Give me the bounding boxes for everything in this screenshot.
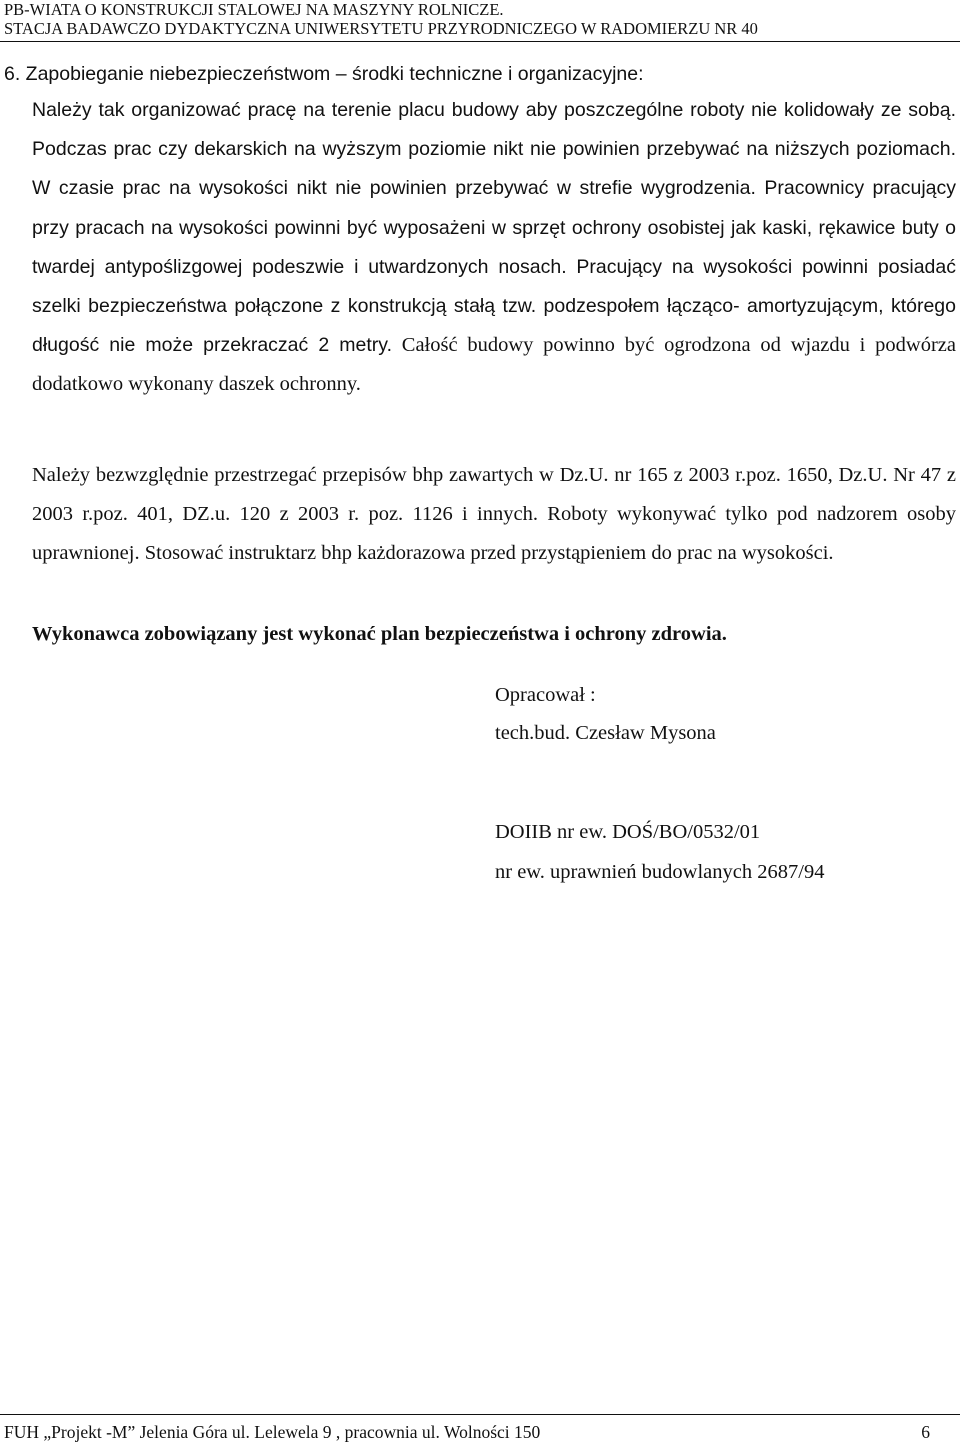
paragraph-part-height-work: Podczas prac czy dekarskich na wyższym poziomie nikt nie powinien przebywać na niższych poziomach. W czasie prac na wysokości nikt nie powinien przebywać w strefie wygrodzenia. Pracownicy pracujący przy pracach na wysokości powinni być wyposażeni w sprzęt ochrony osobistej jak kaski, rękawice buty o twardej antypoślizgowej podeszwie i utwardzonych nosach. Pracujący na wysokości powinni posiadać szelki bezpieczeństwa połączone z konstrukcją stałą tzw. podzespołem łącząco- amortyzującym, którego długość nie może przekraczać 2 metry. (32, 138, 956, 357)
document-header-subtitle: STACJA BADAWCZO DYDAKTYCZNA UNIWERSYTETU PRZYRODNICZEGO W RADOMIERZU NR 40 (4, 19, 758, 38)
header-divider (0, 41, 960, 42)
footer-divider (0, 1414, 960, 1415)
document-header-title: PB-WIATA O KONSTRUKCJI STALOWEJ NA MASZYNY ROLNICZE. (4, 0, 504, 19)
paragraph-part-supervision: Roboty wykonywać tylko pod nadzorem osoby uprawnionej. Stosować instruktarz bhp każdorazowa przed przystąpieniem do prac na wysokości. (32, 503, 956, 565)
paragraph-safety-measures (32, 91, 956, 405)
paragraph-part-organization: Należy tak organizować pracę na terenie placu budowy aby poszczególne roboty nie kolidowały ze sobą. (32, 99, 956, 121)
signature-author-name: tech.bud. Czesław Mysona (495, 722, 716, 744)
paragraph-part-regulations: Należy bezwzględnie przestrzegać przepisów bhp zawartych w Dz.U. nr 165 z 2003 r.poz. 1650, Dz.U. Nr 47 z 2003 r.poz. 401, DZ.u. 120 z 2003 r. poz. 1126 i innych. (32, 464, 956, 526)
footer-company-address: FUH „Projekt -M” Jelenia Góra ul. Lelewela 9 , pracownia ul. Wolności 150 (4, 1422, 541, 1442)
page-number: 6 (921, 1422, 930, 1442)
signature-label: Opracował : (495, 684, 596, 706)
paragraph-part-fencing: Całość budowy powinno być ogrodzona od wjazdu i podwórza dodatkowo wykonany daszek ochronny. (32, 334, 956, 396)
signature-doiib-number: DOIIB nr ew. DOŚ/BO/0532/01 (495, 821, 761, 843)
section-heading: 6. Zapobieganie niebezpieczeństwom – środki techniczne i organizacyjne: (4, 63, 644, 85)
paragraph-regulations (32, 456, 956, 574)
contractor-obligation-statement: Wykonawca zobowiązany jest wykonać plan bezpieczeństwa i ochrony zdrowia. (32, 623, 727, 645)
signature-license-number: nr ew. uprawnień budowlanych 2687/94 (495, 861, 825, 883)
